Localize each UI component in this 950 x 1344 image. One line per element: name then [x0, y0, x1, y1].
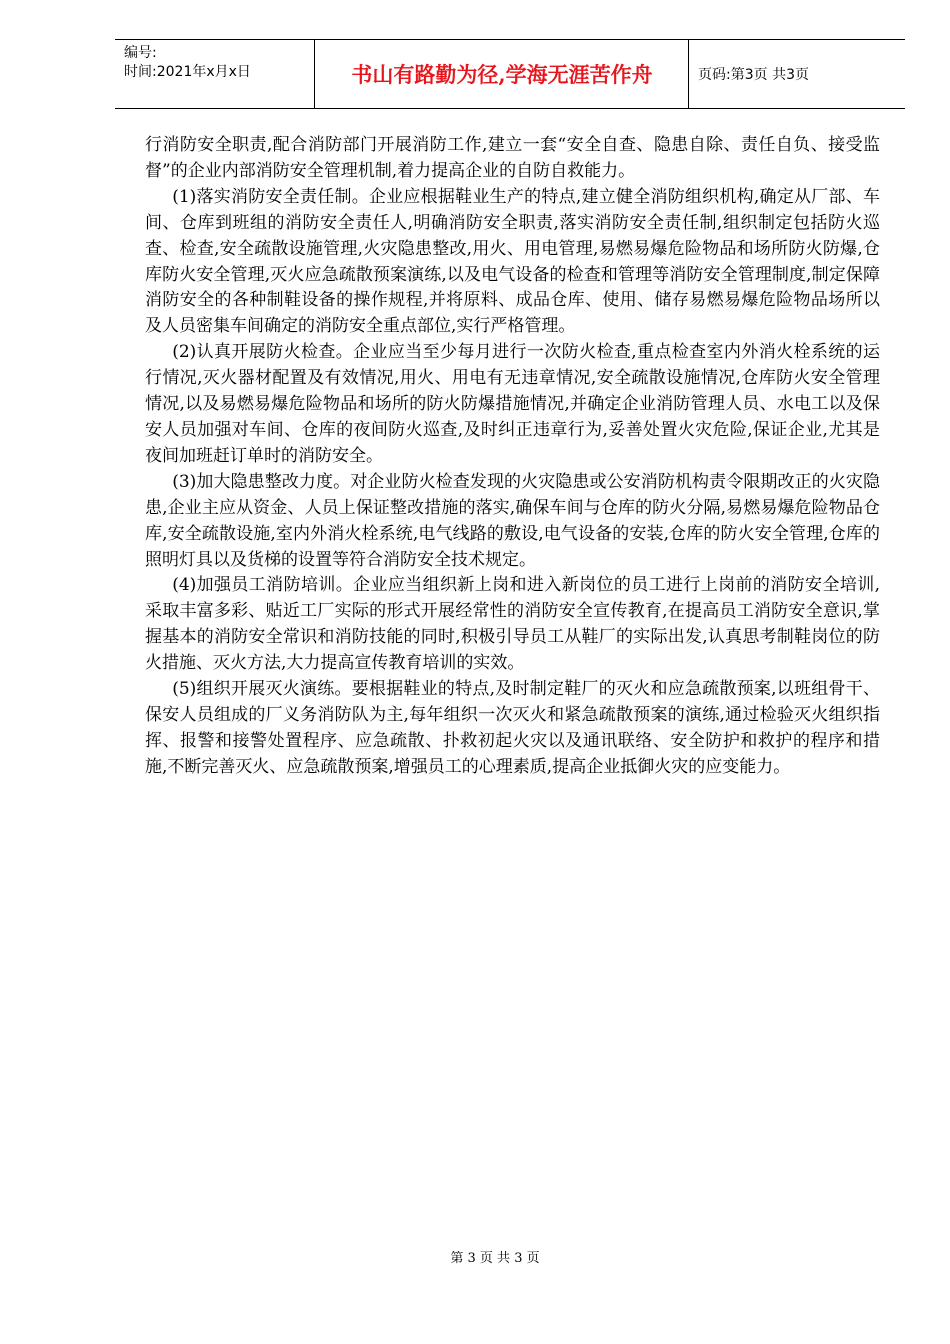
- document-number-label: 编号:: [124, 45, 157, 61]
- body-paragraph: (5)组织开展灭火演练。要根据鞋业的特点,及时制定鞋厂的灭火和应急疏散预案,以班组骨干、保安人员组成的厂义务消防队为主,每年组织一次灭火和紧急疏散预案的演练,通过检验灭火组织指挥、报警和接警处置程序、应急疏散、扑救初起火灾以及通讯联络、安全防护和救护的程序和措施,不断完善灭火、应急疏散预案,增强员工的心理素质,提高企业抵御火灾的应变能力。: [145, 679, 880, 777]
- body-paragraph: 行消防安全职责,配合消防部门开展消防工作,建立一套“安全自查、隐患自除、责任自负、接受监督”的企业内部消防安全管理机制,着力提高企业的自防自救能力。: [145, 135, 880, 181]
- body-paragraph: (2)认真开展防火检查。企业应当至少每月进行一次防火检查,重点检查室内外消火栓系统的运行情况,灭火器材配置及有效情况,用火、用电有无违章情况,安全疏散设施情况,仓库防火安全管理情况,以及易燃易爆危险物品和场所的防火防爆措施情况,并确定企业消防管理人员、水电工以及保安人员加强对车间、仓库的夜间防火巡查,及时纠正违章行为,妥善处置火灾危险,保证企业,尤其是夜间加班赶订单时的消防安全。: [145, 342, 880, 466]
- header-page-number: 页码:第3页 共3页: [698, 67, 809, 83]
- page-header: [115, 39, 905, 109]
- page-footer: 第 3 页 共 3 页: [450, 1251, 540, 1266]
- body-paragraph: (3)加大隐患整改力度。对企业防火检查发现的火灾隐患或公安消防机构责令限期改正的火灾隐患,企业主应从资金、人员上保证整改措施的落实,确保车间与仓库的防火分隔,易燃易爆危险物品仓库,安全疏散设施,室内外消火栓系统,电气线路的敷设,电气设备的安装,仓库的防火安全管理,仓库的照明灯具以及货梯的设置等符合消防安全技术规定。: [145, 471, 880, 570]
- body-paragraph: (4)加强员工消防培训。企业应当组织新上岗和进入新岗位的员工进行上岗前的消防安全培训,采取丰富多彩、贴近工厂实际的形式开展经常性的消防安全宣传教育,在提高员工消防安全意识,掌握基本的消防安全常识和消防技能的同时,积极引导员工从鞋厂的实际出发,认真思考制鞋岗位的防火措施、灭火方法,大力提高宣传教育培训的实效。: [145, 575, 880, 674]
- header-motto: 书山有路勤为径,学海无涯苦作舟: [316, 40, 689, 108]
- header-meta: [115, 40, 315, 108]
- document-time-label: 时间:2021年x月x日: [124, 64, 251, 80]
- document-body: [145, 133, 880, 781]
- body-paragraph: (1)落实消防安全责任制。企业应根据鞋业生产的特点,建立健全消防组织机构,确定从厂部、车间、仓库到班组的消防安全责任人,明确消防安全职责,落实消防安全责任制,组织制定包括防火巡查、检查,安全疏散设施管理,火灾隐患整改,用火、用电管理,易燃易爆危险物品和场所防火防爆,仓库防火安全管理,灭火应急疏散预案演练,以及电气设备的检查和管理等消防安全管理制度,制定保障消防安全的各种制鞋设备的操作规程,并将原料、成品仓库、使用、储存易燃易爆危险物品场所以及人员密集车间确定的消防安全重点部位,实行严格管理。: [145, 186, 880, 337]
